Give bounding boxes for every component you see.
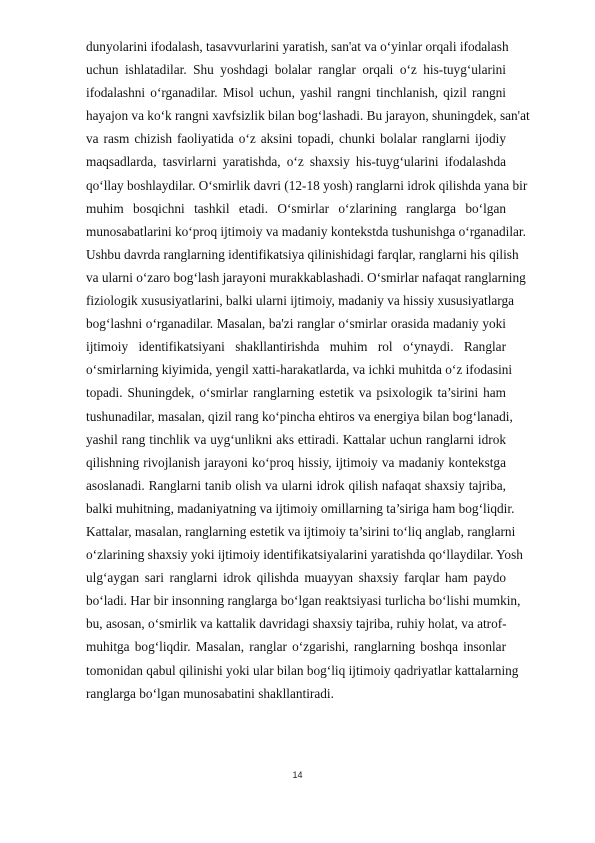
text-line: bo‘ladi. Har bir insonning ranglarga bo‘lgan reaktsiyasi turlicha bo‘lishi mumkin, xyxy=(86,593,521,609)
text-line: ulg‘aygan sari ranglarni idrok qilishda muayyan shaxsiy farqlar ham paydo xyxy=(86,570,506,586)
text-line: o‘zlarining shaxsiy yoki ijtimoiy identifikatsiyalarini yaratishda qo‘llaydilar. Yosh xyxy=(86,547,523,563)
text-line: ijtimoiy identifikatsiyani shakllantirishda muhim rol o‘ynaydi. Ranglar xyxy=(86,339,506,355)
text-line: yashil rang tinchlik va uyg‘unlikni aks ettiradi. Kattalar uchun ranglarni idrok xyxy=(86,431,506,447)
text-line: tomonidan qabul qilinishi yoki ular bilan bog‘liq ijtimoiy qadriyatlar kattalarning xyxy=(86,662,519,678)
text-line: Kattalar, masalan, ranglarning estetik va ijtimoiy ta’sirini to‘liq anglab, ranglarni xyxy=(86,523,516,539)
text-line: tushunadilar, masalan, qizil rang ko‘pincha ehtiros va energiya bilan bog‘lanadi, xyxy=(86,408,513,424)
text-line: Ushbu davrda ranglarning identifikatsiya qilinishidagi farqlar, ranglarni his qilish xyxy=(86,246,519,262)
text-line: bog‘lashni o‘rganadilar. Masalan, ba'zi ranglar o‘smirlar orasida madaniy yoki xyxy=(86,316,506,332)
text-line: qo‘llay boshlaydilar. O‘smirlik davri (12-18 yosh) ranglarni idrok qilishda yana bir xyxy=(86,177,528,193)
text-line: va rasm chizish faoliyatida o‘z aksini topadi, chunki bolalar ranglarni ijodiy xyxy=(86,131,506,147)
text-line: fiziologik xususiyatlarini, balki ularni ijtimoiy, madaniy va hissiy xususiyatlarga xyxy=(86,293,515,309)
text-line: asoslanadi. Ranglarni tanib olish va ularni idrok qilish nafaqat shaxsiy tajriba, xyxy=(86,477,506,493)
text-line: muhitga bog‘liqdir. Masalan, ranglar o‘zgarishi, ranglarning boshqa insonlar xyxy=(86,639,506,655)
text-line: ifodalashni o‘rganadilar. Misol uchun, yashil rangni tinchlanish, qizil rangni xyxy=(86,85,506,101)
text-line: muhim bosqichni tashkil etadi. O‘smirlar o‘zlarining ranglarga bo‘lgan xyxy=(86,200,506,216)
text-line: munosabatlarini ko‘proq ijtimoiy va madaniy kontekstda tushunishga o‘rganadilar. xyxy=(86,223,526,239)
text-line: bu, asosan, o‘smirlik va kattalik davridagi shaxsiy tajriba, ruhiy holat, va atrof- xyxy=(86,616,507,632)
text-line: uchun ishlatadilar. Shu yoshdagi bolalar ranglar orqali o‘z his-tuyg‘ularini xyxy=(86,62,506,78)
text-line: hayajon va ko‘k rangni xavfsizlik bilan bog‘lashadi. Bu jarayon, shuningdek, san'at xyxy=(86,108,530,124)
text-line: va ularni o‘zaro bog‘lash jarayoni murakkablashadi. O‘smirlar nafaqat ranglarning xyxy=(86,269,526,285)
page-number: 14 xyxy=(292,770,303,780)
text-line: o‘smirlarning kiyimida, yengil xatti-harakatlarda, va ichki muhitda o‘z ifodasini xyxy=(86,362,513,378)
text-line: maqsadlarda, tasvirlarni yaratishda, o‘z shaxsiy his-tuyg‘ularini ifodalashda xyxy=(86,154,506,170)
text-line: ranglarga bo‘lgan munosabatini shakllantiradi. xyxy=(86,685,334,701)
text-line: dunyolarini ifodalash, tasavvurlarini yaratish, san'at va o‘yinlar orqali ifodalash xyxy=(86,39,509,54)
text-line: qilishning rivojlanish jarayoni ko‘proq hissiy, ijtimoiy va madaniy kontekstga xyxy=(86,454,506,470)
text-line: topadi. Shuningdek, o‘smirlar ranglarning estetik va psixologik ta’sirini ham xyxy=(86,385,506,401)
body-paragraph xyxy=(86,35,530,705)
text-line: balki muhitning, madaniyatning va ijtimoiy omillarning ta’siriga ham bog‘liqdir. xyxy=(86,500,515,516)
